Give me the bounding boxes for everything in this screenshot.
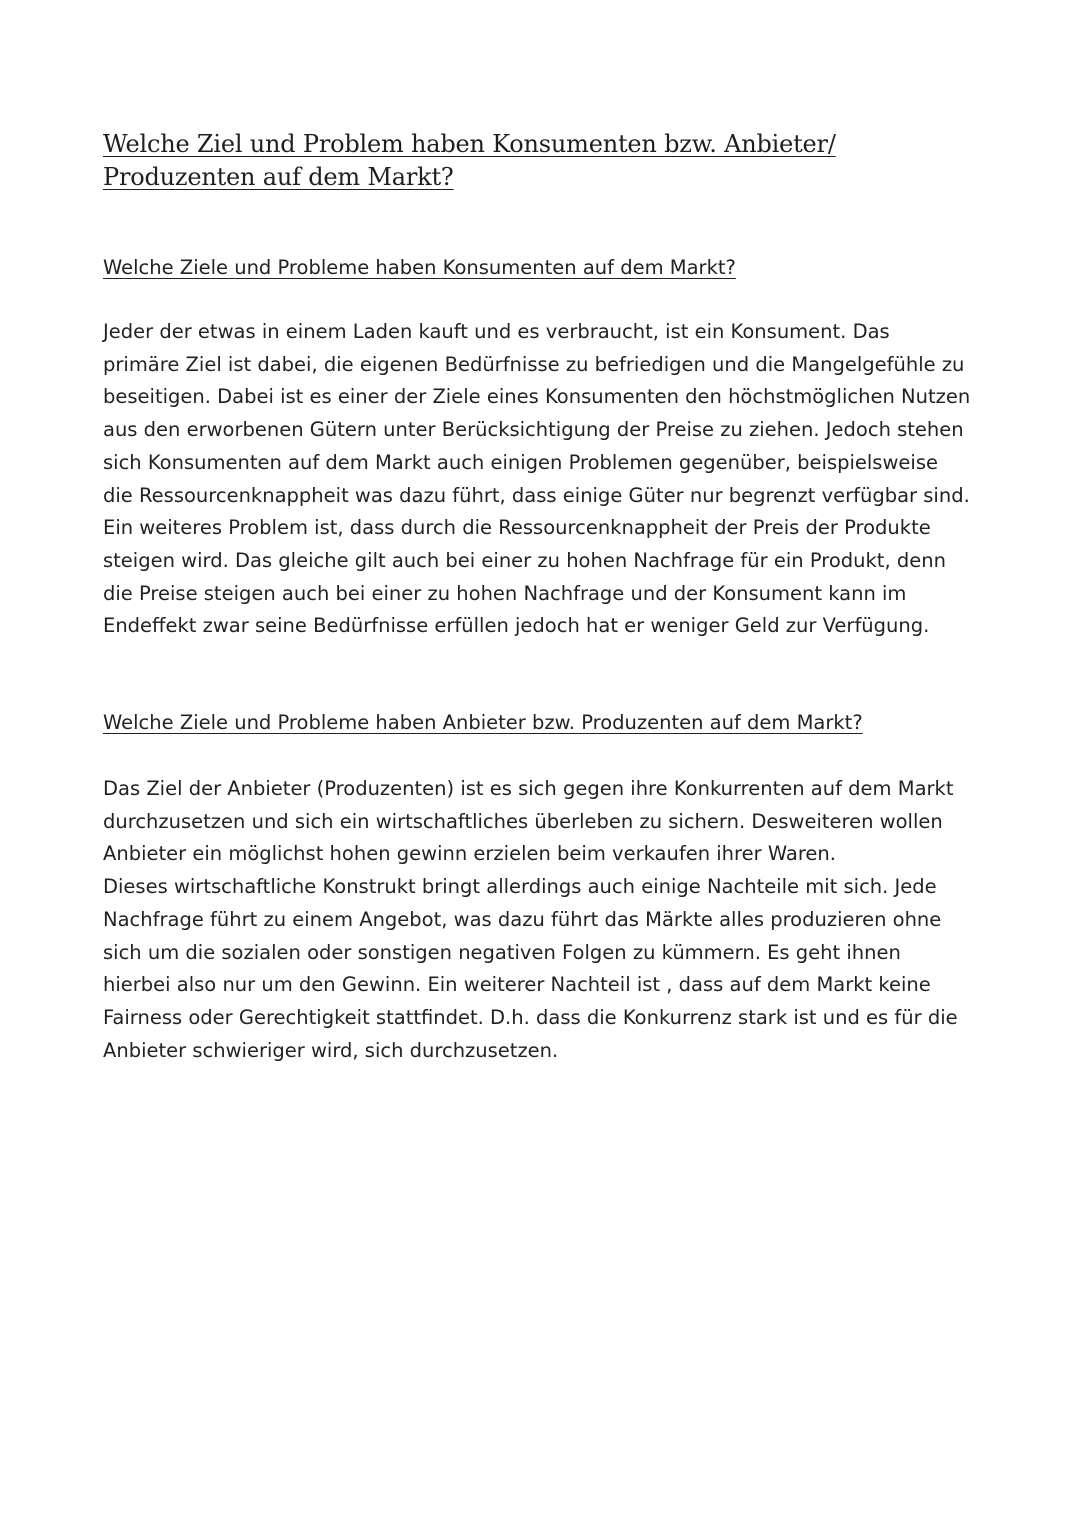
paragraph-line: durchzusetzen und sich ein wirtschaftliches überleben zu sichern. Desweiteren wollen (103, 809, 943, 833)
paragraph-line: steigen wird. Das gleiche gilt auch bei einer zu hohen Nachfrage für ein Produkt, denn (103, 548, 946, 572)
paragraph-line: primäre Ziel ist dabei, die eigenen Bedürfnisse zu befriedigen und die Mangelgefühle zu (103, 352, 965, 376)
section-paragraph-konsumenten (103, 316, 970, 643)
paragraph-line: hierbei also nur um den Gewinn. Ein weiterer Nachteil ist , dass auf dem Markt keine (103, 973, 931, 997)
paragraph-line: die Ressourcenknappheit was dazu führt, dass einige Güter nur begrenzt verfügbar sind. (103, 483, 970, 507)
paragraph-line: die Preise steigen auch bei einer zu hohen Nachfrage und der Konsument kann im (103, 581, 907, 605)
page-title (103, 128, 983, 194)
paragraph-line: beseitigen. Dabei ist es einer der Ziele eines Konsumenten den höchstmöglichen Nutzen (103, 385, 971, 409)
section-paragraph-anbieter (103, 773, 958, 1067)
page-title-line-1: Welche Ziel und Problem haben Konsumenten bzw. Anbieter/ (103, 130, 836, 158)
paragraph-line: Fairness oder Gerechtigkeit stattfindet. D.h. dass die Konkurrenz stark ist und es für die (103, 1005, 958, 1029)
paragraph-line: Ein weiteres Problem ist, dass durch die Ressourcenknappheit der Preis der Produkte (103, 516, 931, 540)
paragraph-line: sich Konsumenten auf dem Markt auch einigen Problemen gegenüber, beispielsweise (103, 450, 938, 474)
section-heading-konsumenten-text: Welche Ziele und Probleme haben Konsumenten auf dem Markt? (103, 256, 736, 279)
paragraph-line: Nachfrage führt zu einem Angebot, was dazu führt das Märkte alles produzieren ohne (103, 907, 942, 931)
page-title-line-2: Produzenten auf dem Markt? (103, 163, 454, 191)
paragraph-line: Anbieter ein möglichst hohen gewinn erzielen beim verkaufen ihrer Waren. (103, 842, 836, 866)
section-heading-anbieter (103, 709, 863, 737)
paragraph-line: Anbieter schwieriger wird, sich durchzusetzen. (103, 1038, 559, 1062)
paragraph-line: Dieses wirtschaftliche Konstrukt bringt allerdings auch einige Nachteile mit sich. Jede (103, 875, 937, 899)
document-page (103, 128, 983, 1062)
paragraph-line: aus den erworbenen Gütern unter Berücksichtigung der Preise zu ziehen. Jedoch stehen (103, 418, 964, 442)
paragraph-line: Endeffekt zwar seine Bedürfnisse erfüllen jedoch hat er weniger Geld zur Verfügung. (103, 614, 930, 638)
paragraph-line: sich um die sozialen oder sonstigen negativen Folgen zu kümmern. Es geht ihnen (103, 940, 901, 964)
section-heading-anbieter-text: Welche Ziele und Probleme haben Anbieter bzw. Produzenten auf dem Markt? (103, 711, 863, 734)
paragraph-line: Jeder der etwas in einem Laden kauft und es verbraucht, ist ein Konsument. Das (103, 320, 890, 343)
paragraph-line: Das Ziel der Anbieter (Produzenten) ist es sich gegen ihre Konkurrenten auf dem Markt (103, 777, 954, 800)
section-heading-konsumenten (103, 254, 736, 282)
